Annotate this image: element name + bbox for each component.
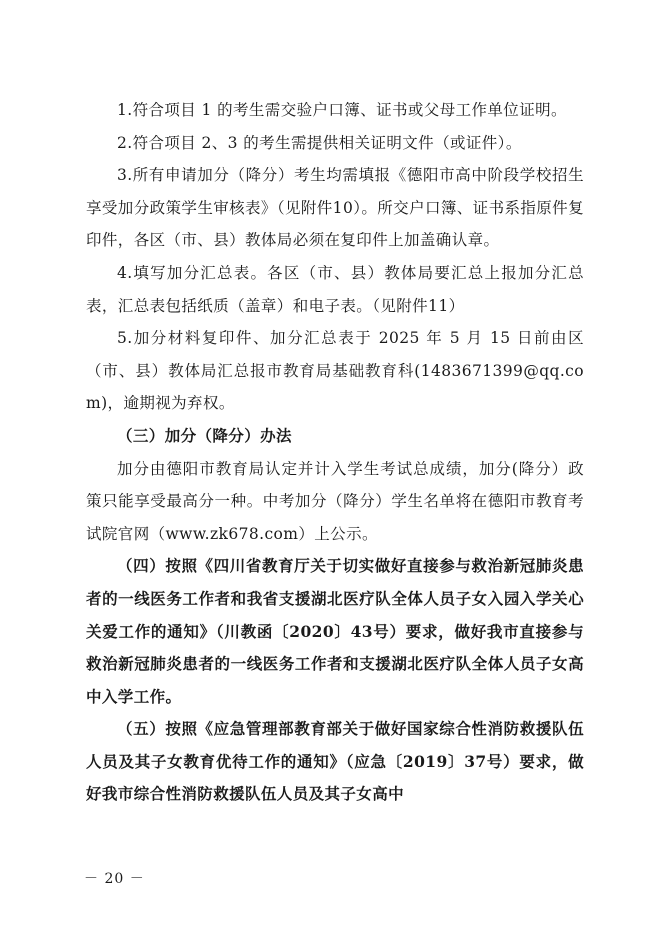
page-number: － 20 － — [84, 871, 145, 887]
section-4-paragraph: （四）按照《四川省教育厅关于切实做好直接参与救治新冠肺炎患者的一线医务工作者和我省支援湖北医疗队全体人员子女入园入学关心关爱工作的通知》（川教函〔2020〕43号）要求，做好我市直接参与救治新冠肺炎患者的一线医务工作者和支援湖北医疗队全体人员子女高中入学工作。 — [86, 556, 584, 706]
section-3-paragraph: 加分由德阳市教育局认定并计入学生考试总成绩，加分(降分）政策只能享受最高分一种。中考加分（降分）学生名单将在德阳市教育考试院官网（www.zk678.com）上公示。 — [86, 459, 584, 543]
section-3-heading: （三）加分（降分）办法 — [117, 425, 292, 445]
item-2-paragraph: 2.符合项目 2、3 的考生需提供相关证明文件（或证件）。 — [117, 133, 522, 152]
item-3-paragraph: 3.所有申请加分（降分）考生均需填报《德阳市高中阶段学校招生享受加分政策学生审核表》（见附件10）。所交户口簿、证书系指原件复印件，各区（市、县）教体局必须在复印件上加盖确认章。 — [86, 166, 584, 250]
item-1-paragraph: 1.符合项目 1 的考生需交验户口簿、证书或父母工作单位证明。 — [117, 101, 567, 119]
item-5-paragraph: 5.加分材料复印件、加分汇总表于 2025 年 5 月 15 日前由区（市、县）教体局汇总报市教育局基础教育科(1483671399@qq.com)，逾期视为弃权。 — [86, 329, 584, 413]
section-5-paragraph: （五）按照《应急管理部教育部关于做好国家综合性消防救援队伍人员及其子女教育优待工作的通知》（应急〔2019〕37号）要求，做好我市综合性消防救援队伍人员及其子女高中 — [86, 719, 584, 804]
document-body — [86, 94, 584, 811]
item-4-paragraph: 4.填写加分汇总表。各区（市、县）教体局要汇总上报加分汇总表，汇总表包括纸质（盖章）和电子表。（见附件11） — [86, 263, 584, 315]
